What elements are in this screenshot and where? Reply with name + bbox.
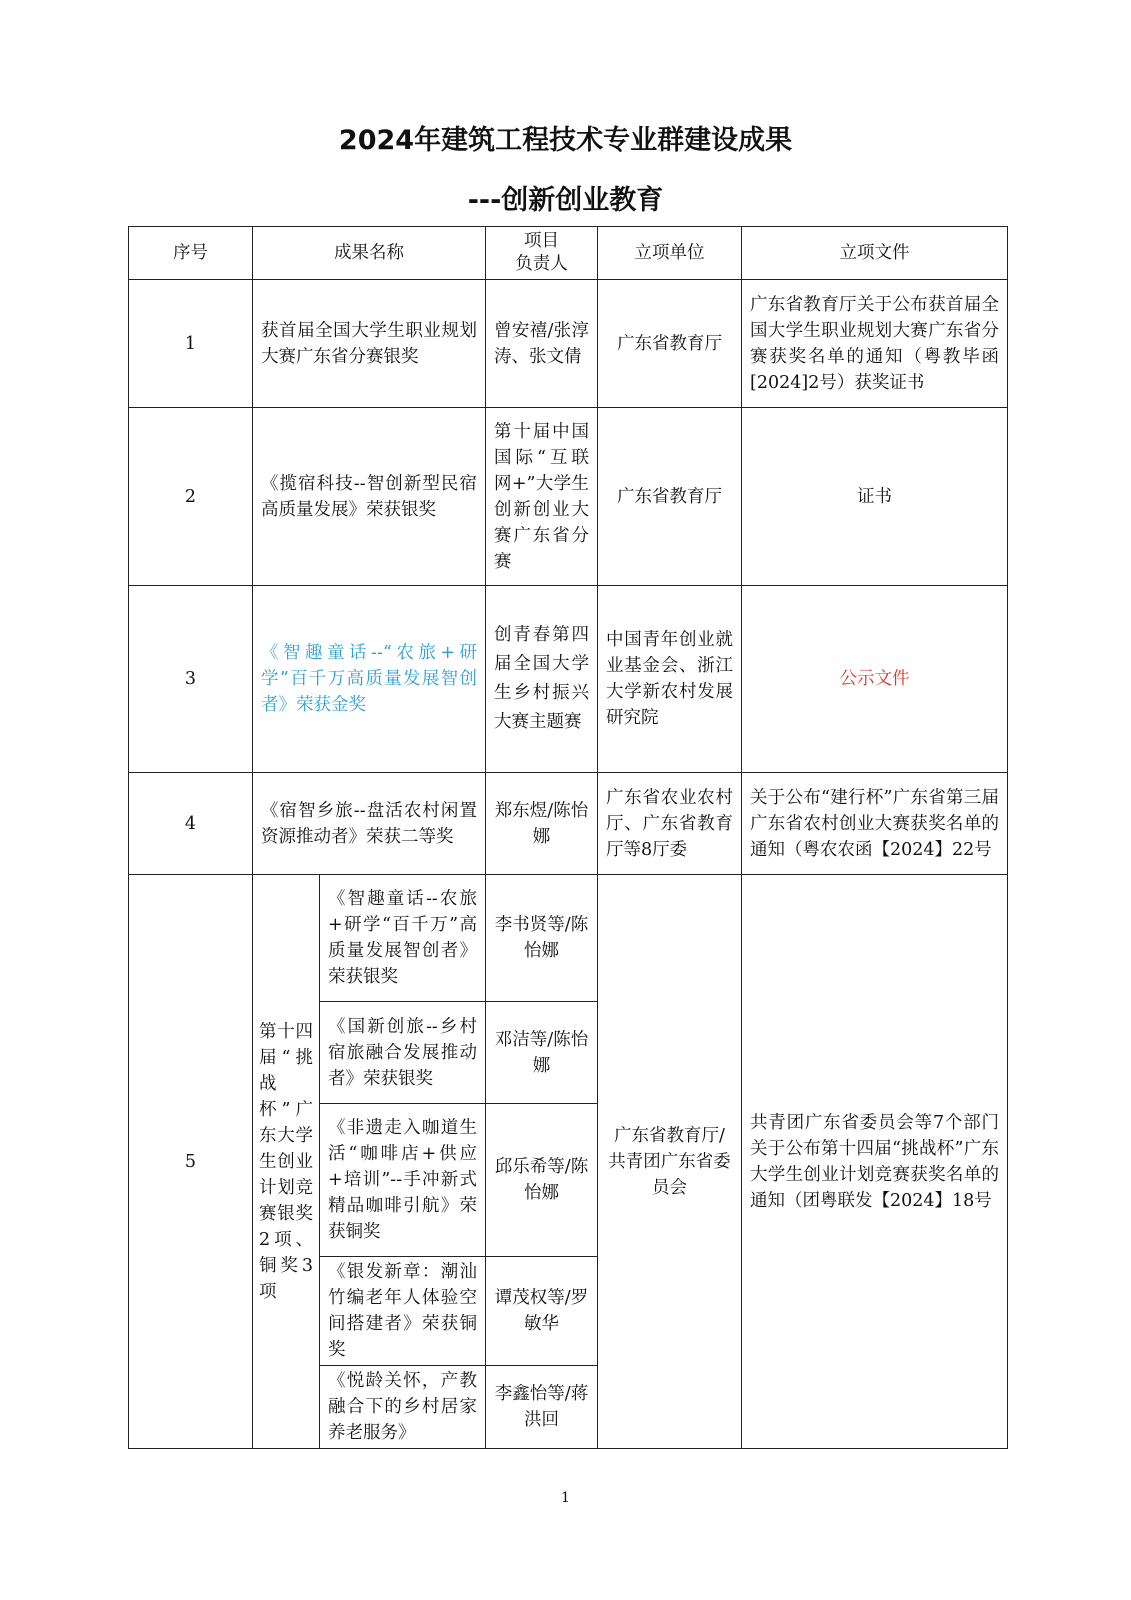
- sub-name: 《非遗走入咖道生活“咖啡店+供应+培训”--手冲新式精品咖啡引航》荣获铜奖: [320, 1104, 486, 1257]
- row-no: 3: [129, 586, 253, 773]
- row-doc-link[interactable]: 公示文件: [742, 586, 1008, 773]
- row-unit: 广东省农业农村厅、广东省教育厅等8厅委: [598, 773, 742, 875]
- table-header-row: [129, 227, 1008, 280]
- sub-name: 《国新创旅--乡村宿旅融合发展推动者》荣获银奖: [320, 1002, 486, 1104]
- row-doc: 关于公布“建行杯”广东省第三届广东省农村创业大赛获奖名单的通知（粤农农函【2024】22号: [742, 773, 1008, 875]
- row-leader: 创青春第四届全国大学生乡村振兴大赛主题赛: [486, 586, 598, 773]
- row-no: 5: [129, 875, 253, 1449]
- header-leader: 项目 负责人: [486, 227, 598, 280]
- table-row: [129, 280, 1008, 408]
- table-row: [129, 875, 1008, 1002]
- row-leader: 第十届中国国际“互联网+”大学生创新创业大赛广东省分赛: [486, 408, 598, 586]
- table-row: [129, 773, 1008, 875]
- row-unit: 广东省教育厅: [598, 280, 742, 408]
- row-unit: 广东省教育厅/共青团广东省委员会: [598, 875, 742, 1449]
- sub-name: 《智趣童话--农旅+研学“百千万”高质量发展智创者》荣获银奖: [320, 875, 486, 1002]
- row-name-link[interactable]: 《智趣童话--“农旅+研学”百千万高质量发展智创者》荣获金奖: [253, 586, 486, 773]
- sub-leader: 邓洁等/陈怡娜: [486, 1002, 598, 1104]
- row-name: 获首届全国大学生职业规划大赛广东省分赛银奖: [253, 280, 486, 408]
- header-no: 序号: [129, 227, 253, 280]
- row-name: 《揽宿科技--智创新型民宿高质量发展》荣获银奖: [253, 408, 486, 586]
- row-no: 4: [129, 773, 253, 875]
- header-name: 成果名称: [253, 227, 486, 280]
- sub-name: 《银发新章：潮汕竹编老年人体验空间搭建者》荣获铜奖: [320, 1257, 486, 1366]
- page-title: 2024年建筑工程技术专业群建设成果: [338, 125, 793, 156]
- header-unit: 立项单位: [598, 227, 742, 280]
- row-no: 1: [129, 280, 253, 408]
- sub-leader: 谭茂权等/罗敏华: [486, 1257, 598, 1366]
- row-unit: 中国青年创业就业基金会、浙江大学新农村发展研究院: [598, 586, 742, 773]
- row-leader: 曾安禧/张淳涛、张文倩: [486, 280, 598, 408]
- header-doc: 立项文件: [742, 227, 1008, 280]
- page-number: 1: [561, 1490, 570, 1506]
- row-unit: 广东省教育厅: [598, 408, 742, 586]
- row-leader: 郑东煜/陈怡娜: [486, 773, 598, 875]
- table-row: [129, 586, 1008, 773]
- sub-leader: 李书贤等/陈怡娜: [486, 875, 598, 1002]
- table-row: [129, 408, 1008, 586]
- row-group-name: 第十四届“挑战杯”广东大学生创业计划竞赛银奖2项、铜奖3项: [253, 875, 320, 1449]
- achievements-table: [128, 226, 1008, 1449]
- row-name: 《宿智乡旅--盘活农村闲置资源推动者》荣获二等奖: [253, 773, 486, 875]
- sub-name: 《悦龄关怀，产教融合下的乡村居家养老服务》: [320, 1366, 486, 1449]
- row-doc: 广东省教育厅关于公布获首届全国大学生职业规划大赛广东省分赛获奖名单的通知（粤教毕函[2024]2号）获奖证书: [742, 280, 1008, 408]
- sub-leader: 邱乐希等/陈怡娜: [486, 1104, 598, 1257]
- row-no: 2: [129, 408, 253, 586]
- sub-leader: 李鑫怡等/蒋洪回: [486, 1366, 598, 1449]
- row-doc: 共青团广东省委员会等7个部门关于公布第十四届“挑战杯”广东大学生创业计划竞赛获奖名单的通知（团粤联发【2024】18号: [742, 875, 1008, 1449]
- page-subtitle: ---创新创业教育: [467, 185, 664, 216]
- row-doc: 证书: [742, 408, 1008, 586]
